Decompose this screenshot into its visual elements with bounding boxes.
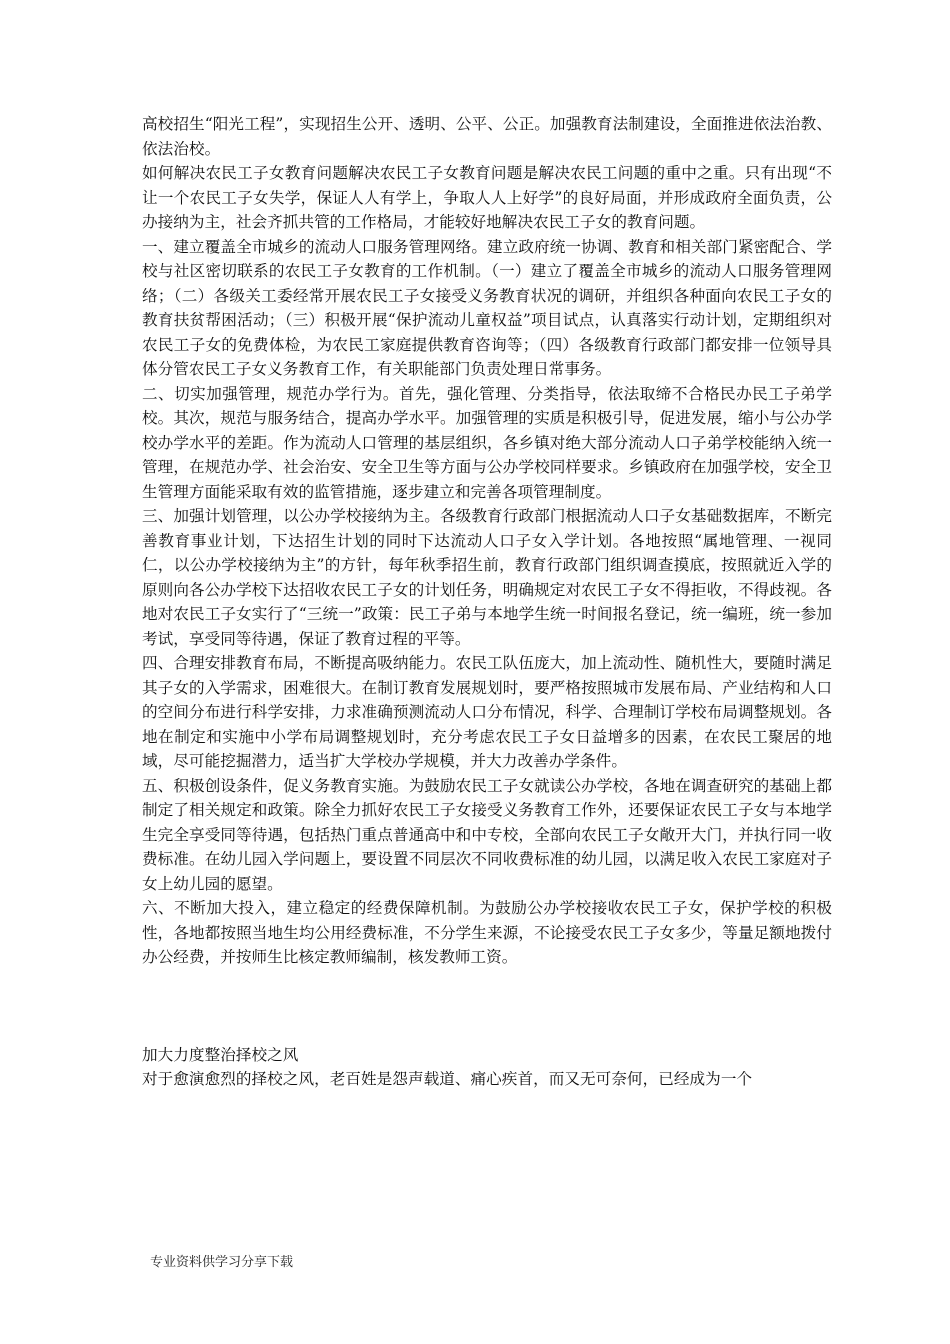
paragraph-point-five: 五、积极创设条件，促义务教育实施。为鼓励农民工子女就读公办学校，各地在调查研究的基础上都制定了相关规定和政策。除全力抓好农民工子女接受义务教育工作外，还要保证农民工子女与本地学生完全享受同等待遇，包括热门重点普通高中和中专校，全部向农民工子女敞开大门，并执行同一收费标准。在幼儿园入学问题上，要设置不同层次不同收费标准的幼儿园，以满足收入农民工家庭对子女上幼儿园的愿望。 bbox=[142, 776, 832, 893]
page-footer: 专业资料供学习分享下载 bbox=[150, 1255, 294, 1270]
section-spacer bbox=[142, 970, 832, 1043]
paragraph-point-two: 二、切实加强管理，规范办学行为。首先，强化管理、分类指导，依法取缔不合格民办民工子弟学校。其次，规范与服务结合，提高办学水平。加强管理的实质是积极引导，促进发展，缩小与公办学校办学水平的差距。作为流动人口管理的基层组织，各乡镇对绝大部分流动人口子弟学校能纳入统一管理，在规范办学、社会治安、安全卫生等方面与公办学校同样要求。乡镇政府在加强学校，安全卫生管理方面能采取有效的监管措施，逐步建立和完善各项管理制度。 bbox=[142, 384, 832, 501]
paragraph-point-four: 四、合理安排教育布局，不断提高吸纳能力。农民工队伍庞大，加上流动性、随机性大，要随时满足其子女的入学需求，困难很大。在制订教育发展规划时，要严格按照城市发展布局、产业结构和人口的空间分布进行科学安排，力求准确预测流动人口分布情况，科学、合理制订学校布局调整规划。各地在制定和实施中小学布局调整规划时，充分考虑农民工子女日益增多的因素，在农民工聚居的地域，尽可能挖掘潜力，适当扩大学校办学规模，并大力改善办学条件。 bbox=[142, 654, 832, 770]
section-first-line: 对于愈演愈烈的择校之风，老百姓是怨声载道、痛心疾首，而又无可奈何，已经成为一个 bbox=[142, 1070, 753, 1088]
section-title: 加大力度整治择校之风 bbox=[142, 1045, 299, 1064]
paragraph-point-three: 三、加强计划管理，以公办学校接纳为主。各级教育行政部门根据流动人口子女基础数据库，不断完善教育事业计划，下达招生计划的同时下达流动人口子女入学计划。各地按照“属地管理、一视同仁，以公办学校接纳为主”的方针，每年秋季招生前，教育行政部门组织调查摸底，按照就近入学的原则向各公办学校下达招收农民工子女的计划任务，明确规定对农民工子女不得拒收，不得歧视。各地对农民工子女实行了“三统一”政策：民工子弟与本地学生统一时间报名登记，统一编班，统一参加考试，享受同等待遇，保证了教育过程的平等。 bbox=[142, 507, 832, 648]
paragraph-point-six: 六、不断加大投入，建立稳定的经费保障机制。为鼓励公办学校接收农民工子女，保护学校的积极性，各地都按照当地生均公用经费标准，不分学生来源，不论接受农民工子女多少，等量足额地拨付办公经费，并按师生比核定教师编制，核发教师工资。 bbox=[142, 899, 832, 966]
paragraph-intro-continuation: 高校招生“阳光工程”，实现招生公开、透明、公平、公正。加强教育法制建设，全面推进依法治教、依法治校。 bbox=[142, 115, 832, 158]
document-body bbox=[142, 112, 832, 1092]
paragraph-point-one: 一、建立覆盖全市城乡的流动人口服务管理网络。建立政府统一协调、教育和相关部门紧密配合、学校与社区密切联系的农民工子女教育的工作机制。（一）建立了覆盖全市城乡的流动人口服务管理网络；（二）各级关工委经常开展农民工子女接受义务教育状况的调研，并组织各种面向农民工子女的教育扶贫帮困活动；（三）积极开展“保护流动儿童权益”项目试点，认真落实行动计划，定期组织对农民工子女的免费体检，为农民工家庭提供教育咨询等；（四）各级教育行政部门都安排一位领导具体分管农民工子女义务教育工作，有关职能部门负责处理日常事务。 bbox=[142, 237, 832, 378]
paragraph-migrant-children-intro: 如何解决农民工子女教育问题解决农民工子女教育问题是解决农民工问题的重中之重。只有出现“不让一个农民工子女失学，保证人人有学上，争取人人上好学”的良好局面，并形成政府全面负责，公办接纳为主，社会齐抓共管的工作格局，才能较好地解决农民工子女的教育问题。 bbox=[142, 164, 832, 231]
